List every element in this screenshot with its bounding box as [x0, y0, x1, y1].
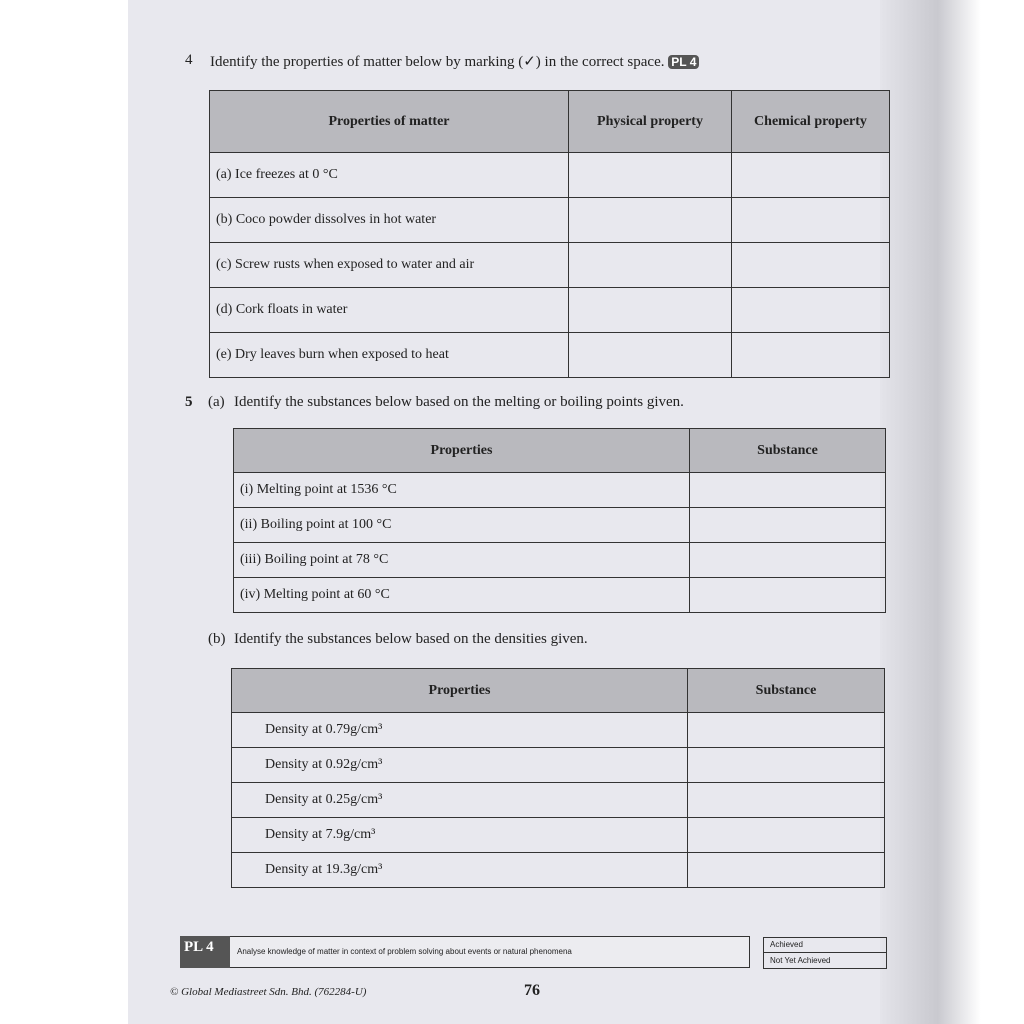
table-row [210, 198, 890, 243]
row-label: Density at 0.92g/cm³ [232, 748, 688, 783]
table-row [210, 243, 890, 288]
substance-cell[interactable] [688, 713, 885, 748]
melting-boiling-table [233, 428, 886, 613]
header-physical: Physical property [569, 91, 732, 153]
table-row [232, 713, 885, 748]
physical-cell[interactable] [569, 333, 732, 378]
row-label: Density at 19.3g/cm³ [232, 853, 688, 888]
header-properties: Properties of matter [210, 91, 569, 153]
table-row [210, 288, 890, 333]
header-properties: Properties [232, 669, 688, 713]
achieved-option[interactable]: Achieved [764, 938, 886, 953]
pl-level-badge: PL 4 [180, 936, 230, 968]
not-achieved-option[interactable]: Not Yet Achieved [770, 956, 831, 965]
table-row [210, 333, 890, 378]
header-substance: Substance [688, 669, 885, 713]
row-label: Density at 7.9g/cm³ [232, 818, 688, 853]
page-number: 76 [524, 982, 540, 999]
question-5a-label: (a) [208, 394, 225, 410]
physical-cell[interactable] [569, 288, 732, 333]
table-row [234, 508, 886, 543]
row-label: (a) Ice freezes at 0 °C [210, 153, 569, 198]
header-properties: Properties [234, 429, 690, 473]
row-label: (d) Cork floats in water [210, 288, 569, 333]
substance-cell[interactable] [690, 508, 886, 543]
table-row [232, 853, 885, 888]
header-chemical: Chemical property [732, 91, 890, 153]
pl-badge [668, 55, 699, 69]
substance-cell[interactable] [688, 853, 885, 888]
row-label: (e) Dry leaves burn when exposed to heat [210, 333, 569, 378]
question-5b-text: Identify the substances below based on the densities given. [234, 631, 588, 647]
question-5b-label: (b) [208, 631, 226, 647]
question-4-instruction: Identify the properties of matter below by marking (✓) in the correct space. [210, 54, 665, 70]
table-row [232, 818, 885, 853]
header-substance: Substance [690, 429, 886, 473]
substance-cell[interactable] [690, 543, 886, 578]
table-row [234, 473, 886, 508]
row-label: (iv) Melting point at 60 °C [234, 578, 690, 613]
properties-of-matter-table [209, 90, 890, 378]
substance-cell[interactable] [690, 578, 886, 613]
chemical-cell[interactable] [732, 288, 890, 333]
question-4-text [210, 52, 699, 71]
row-label: Density at 0.25g/cm³ [232, 783, 688, 818]
pl-badge-label: PL [671, 55, 687, 69]
substance-cell[interactable] [690, 473, 886, 508]
question-4-number: 4 [185, 52, 193, 68]
copyright: © Global Mediastreet Sdn. Bhd. (762284-U) [170, 986, 367, 998]
substance-cell[interactable] [688, 748, 885, 783]
row-label: (ii) Boiling point at 100 °C [234, 508, 690, 543]
row-label: (i) Melting point at 1536 °C [234, 473, 690, 508]
density-table [231, 668, 885, 888]
chemical-cell[interactable] [732, 243, 890, 288]
page-edge-shadow [880, 0, 1024, 1024]
table-row [234, 543, 886, 578]
row-label: Density at 0.79g/cm³ [232, 713, 688, 748]
substance-cell[interactable] [688, 818, 885, 853]
table-row [210, 153, 890, 198]
table-row [232, 783, 885, 818]
row-label: (b) Coco powder dissolves in hot water [210, 198, 569, 243]
chemical-cell[interactable] [732, 153, 890, 198]
substance-cell[interactable] [688, 783, 885, 818]
physical-cell[interactable] [569, 153, 732, 198]
row-label: (iii) Boiling point at 78 °C [234, 543, 690, 578]
question-5a-text: Identify the substances below based on the melting or boiling points given. [234, 394, 684, 410]
pl-descriptor-text: Analyse knowledge of matter in context of problem solving about events or natural phenomena [237, 947, 572, 956]
question-5-number: 5 [185, 394, 193, 410]
physical-cell[interactable] [569, 243, 732, 288]
chemical-cell[interactable] [732, 333, 890, 378]
pl-badge-level: 4 [689, 55, 697, 69]
chemical-cell[interactable] [732, 198, 890, 243]
pl-descriptor-bar [180, 936, 750, 968]
achievement-box [763, 937, 887, 969]
physical-cell[interactable] [569, 198, 732, 243]
table-row [232, 748, 885, 783]
row-label: (c) Screw rusts when exposed to water and air [210, 243, 569, 288]
table-row [234, 578, 886, 613]
